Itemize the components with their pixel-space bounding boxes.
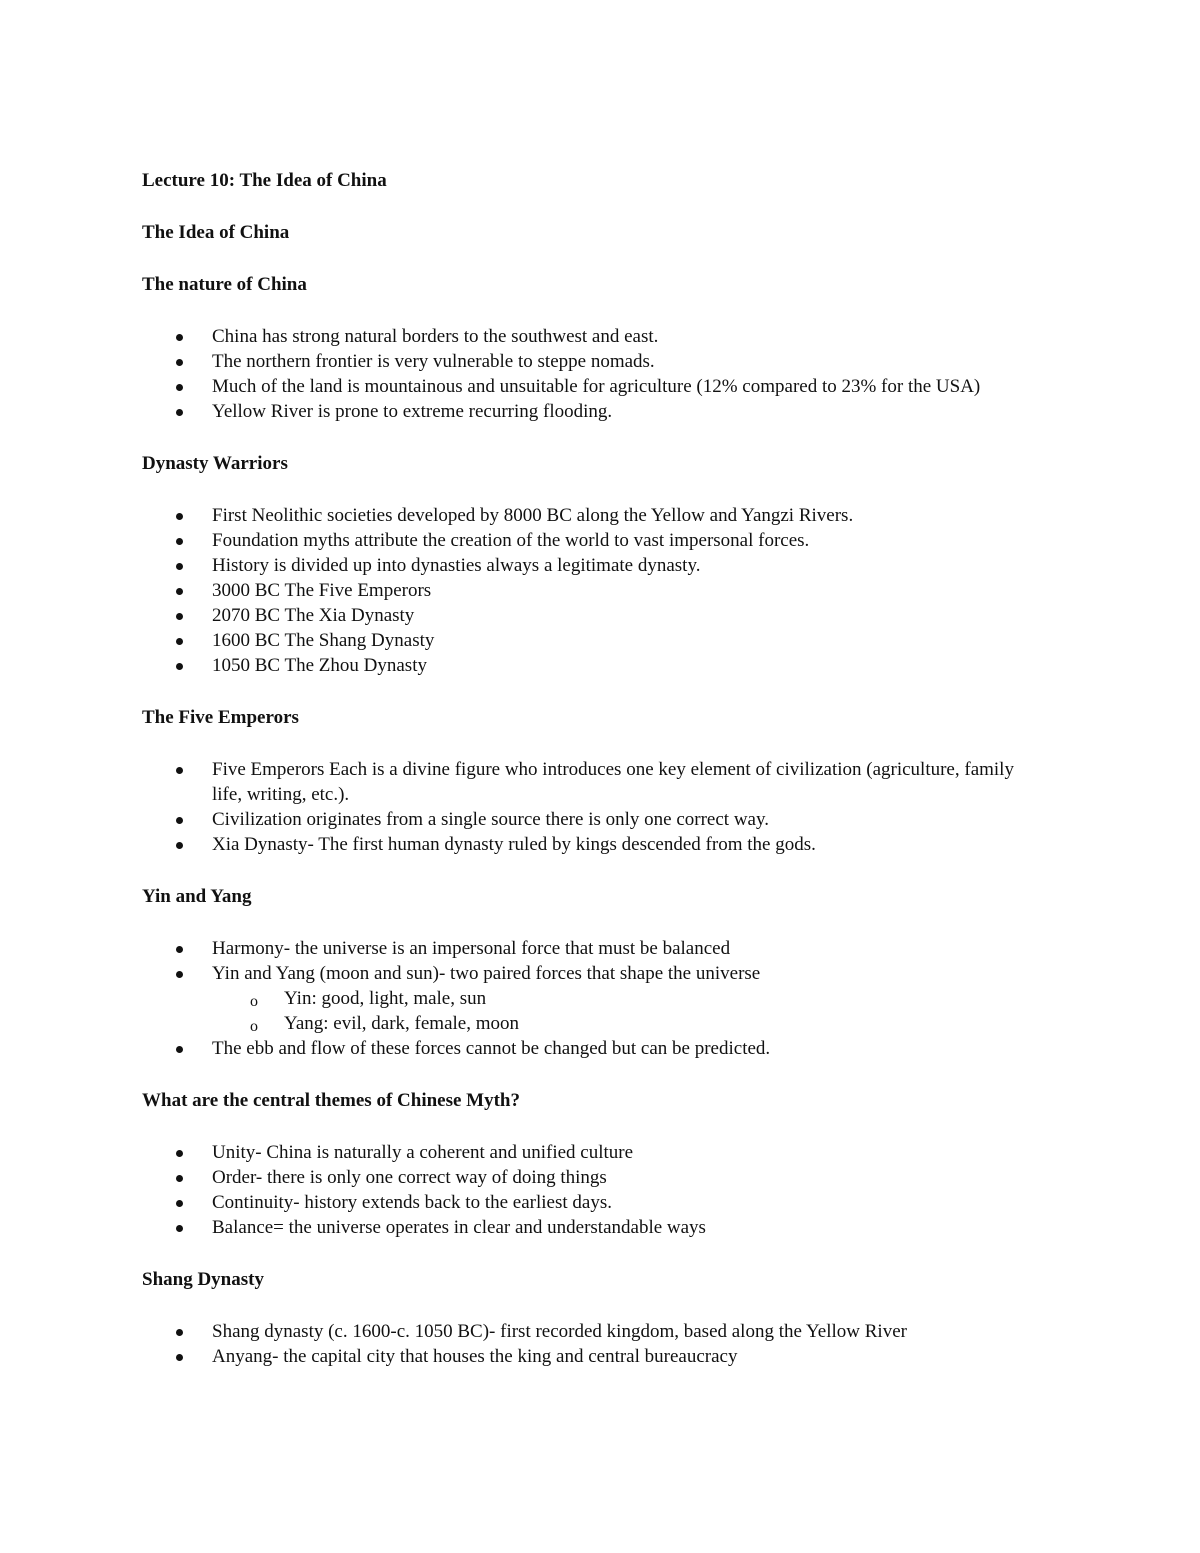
list-item bbox=[142, 399, 1042, 424]
bullet-dot-icon bbox=[176, 971, 183, 978]
list-item-text: First Neolithic societies developed by 8000 BC along the Yellow and Yangzi Rivers. bbox=[212, 505, 854, 526]
bullet-dot-icon bbox=[176, 946, 183, 953]
bullet-dot-icon bbox=[176, 817, 183, 824]
bullet-dot-icon bbox=[176, 359, 183, 366]
list-item bbox=[142, 324, 1042, 349]
section-heading: The Idea of China bbox=[142, 222, 290, 243]
list-item-text: 1600 BC The Shang Dynasty bbox=[212, 630, 435, 651]
section-heading: Yin and Yang bbox=[142, 886, 252, 907]
section-heading: Shang Dynasty bbox=[142, 1269, 264, 1290]
list-item bbox=[142, 528, 1042, 553]
bullet-dot-icon bbox=[176, 384, 183, 391]
list-item-text: The northern frontier is very vulnerable to steppe nomads. bbox=[212, 351, 655, 372]
bullet-dot-icon bbox=[176, 1150, 183, 1157]
list-item-text: Foundation myths attribute the creation of the world to vast impersonal forces. bbox=[212, 530, 810, 551]
sub-bullet-icon: o bbox=[250, 1018, 258, 1035]
list-item-text: China has strong natural borders to the southwest and east. bbox=[212, 326, 659, 347]
list-item-text: 3000 BC The Five Emperors bbox=[212, 580, 432, 601]
sub-bullet-list bbox=[212, 986, 1042, 1036]
sub-bullet-icon: o bbox=[250, 993, 258, 1010]
bullet-dot-icon bbox=[176, 842, 183, 849]
list-item-text: Balance= the universe operates in clear and understandable ways bbox=[212, 1217, 706, 1238]
section-heading: What are the central themes of Chinese Myth? bbox=[142, 1090, 520, 1111]
bullet-dot-icon bbox=[176, 1354, 183, 1361]
list-item-text: Civilization originates from a single source there is only one correct way. bbox=[212, 809, 769, 830]
list-item-text: Five Emperors Each is a divine figure who introduces one key element of civilization (agriculture, family life, writing, etc.). bbox=[212, 759, 1014, 805]
page-title: Lecture 10: The Idea of China bbox=[142, 170, 387, 191]
bullet-dot-icon bbox=[176, 1046, 183, 1053]
list-item bbox=[142, 1165, 1042, 1190]
bullet-list bbox=[142, 757, 1042, 857]
list-item-text: Continuity- history extends back to the earliest days. bbox=[212, 1192, 612, 1213]
sub-list-item-text: Yang: evil, dark, female, moon bbox=[284, 1013, 519, 1034]
bullet-dot-icon bbox=[176, 663, 183, 670]
sub-list-item-text: Yin: good, light, male, sun bbox=[284, 988, 487, 1009]
bullet-dot-icon bbox=[176, 563, 183, 570]
list-item-text: Anyang- the capital city that houses the king and central bureaucracy bbox=[212, 1346, 738, 1367]
list-item bbox=[142, 1140, 1042, 1165]
list-item bbox=[142, 961, 1042, 1036]
list-item-text: Xia Dynasty- The first human dynasty ruled by kings descended from the gods. bbox=[212, 834, 816, 855]
list-item bbox=[142, 832, 1042, 857]
list-item bbox=[142, 1215, 1042, 1240]
section-heading: Dynasty Warriors bbox=[142, 453, 288, 474]
bullet-dot-icon bbox=[176, 613, 183, 620]
list-item bbox=[142, 1319, 1042, 1344]
sections-container bbox=[142, 220, 1042, 1369]
list-item bbox=[142, 374, 1042, 399]
bullet-dot-icon bbox=[176, 1200, 183, 1207]
bullet-dot-icon bbox=[176, 588, 183, 595]
sub-list-item bbox=[142, 1011, 1042, 1036]
list-item-text: Shang dynasty (c. 1600-c. 1050 BC)- first recorded kingdom, based along the Yellow River bbox=[212, 1321, 907, 1342]
bullet-dot-icon bbox=[176, 1225, 183, 1232]
list-item bbox=[142, 936, 1042, 961]
list-item bbox=[142, 757, 1042, 807]
bullet-list bbox=[142, 324, 1042, 424]
list-item bbox=[142, 349, 1042, 374]
bullet-list bbox=[142, 503, 1042, 678]
list-item bbox=[142, 653, 1042, 678]
list-item-text: Harmony- the universe is an impersonal force that must be balanced bbox=[212, 938, 731, 959]
list-item bbox=[142, 1036, 1042, 1061]
list-item-text: 2070 BC The Xia Dynasty bbox=[212, 605, 415, 626]
list-item-text: Yellow River is prone to extreme recurring flooding. bbox=[212, 401, 613, 422]
section-heading: The Five Emperors bbox=[142, 707, 299, 728]
bullet-list bbox=[142, 936, 1042, 1061]
list-item-text: The ebb and flow of these forces cannot be changed but can be predicted. bbox=[212, 1038, 771, 1059]
list-item-text: Unity- China is naturally a coherent and unified culture bbox=[212, 1142, 634, 1163]
bullet-dot-icon bbox=[176, 538, 183, 545]
document-body bbox=[142, 168, 1042, 1396]
list-item bbox=[142, 603, 1042, 628]
list-item-text: History is divided up into dynasties always a legitimate dynasty. bbox=[212, 555, 701, 576]
list-item bbox=[142, 628, 1042, 653]
list-item-text: Order- there is only one correct way of doing things bbox=[212, 1167, 607, 1188]
list-item-text: Much of the land is mountainous and unsuitable for agriculture (12% compared to 23% for the USA) bbox=[212, 376, 981, 397]
list-item bbox=[142, 1344, 1042, 1369]
sub-list-item bbox=[142, 986, 1042, 1011]
bullet-list bbox=[142, 1140, 1042, 1240]
list-item bbox=[142, 807, 1042, 832]
list-item bbox=[142, 1190, 1042, 1215]
list-item bbox=[142, 503, 1042, 528]
list-item-text: 1050 BC The Zhou Dynasty bbox=[212, 655, 427, 676]
list-item bbox=[142, 553, 1042, 578]
section-heading: The nature of China bbox=[142, 274, 307, 295]
bullet-dot-icon bbox=[176, 334, 183, 341]
list-item bbox=[142, 578, 1042, 603]
bullet-dot-icon bbox=[176, 767, 183, 774]
bullet-dot-icon bbox=[176, 638, 183, 645]
bullet-dot-icon bbox=[176, 1175, 183, 1182]
list-item-text: Yin and Yang (moon and sun)- two paired forces that shape the universe bbox=[212, 963, 761, 984]
bullet-dot-icon bbox=[176, 513, 183, 520]
bullet-list bbox=[142, 1319, 1042, 1369]
bullet-dot-icon bbox=[176, 409, 183, 416]
bullet-dot-icon bbox=[176, 1329, 183, 1336]
